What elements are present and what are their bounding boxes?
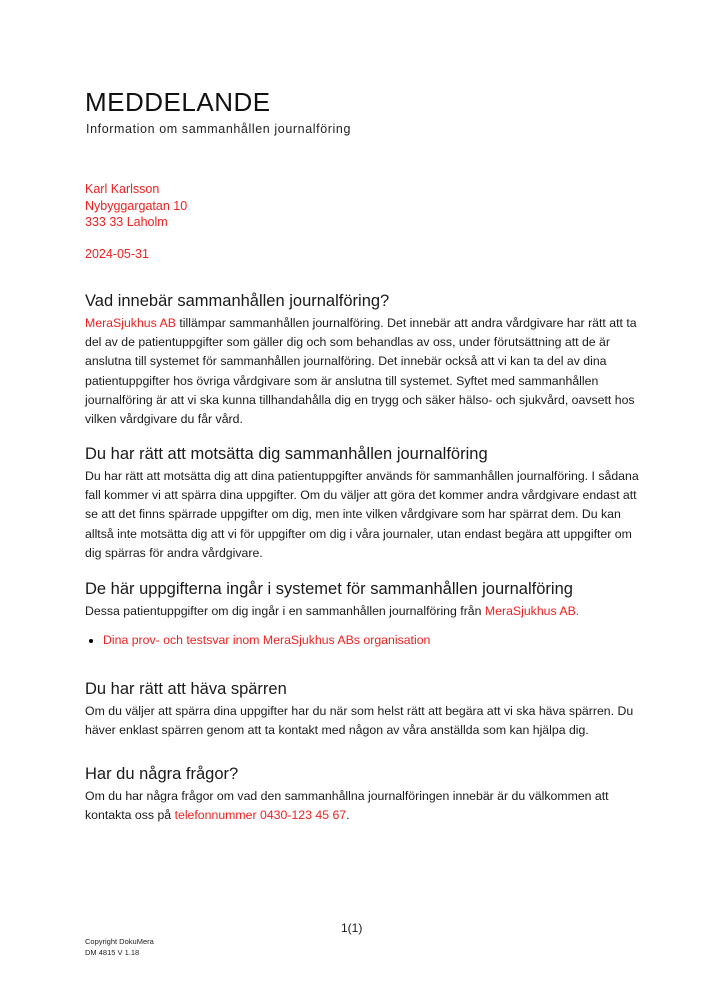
- version-text: DM 4815 V 1.18: [85, 947, 140, 957]
- section-heading: Vad innebär sammanhållen journalföring?: [85, 292, 390, 310]
- section-heading: De här uppgifterna ingår i systemet för sammanhållen journalföring: [85, 580, 573, 598]
- phone-number: telefonnummer 0430-123 45 67: [174, 808, 347, 823]
- letter-date: 2024-05-31: [85, 247, 149, 261]
- section-questions: [85, 763, 645, 825]
- recipient-address: [85, 181, 187, 231]
- section-body: Du har rätt att motsätta dig att dina patientuppgifter används för sammanhållen journalföring. I sådana fall kommer vi att spärra dina uppgifter. Om du väljer att göra det kommer andra vårdgivare endast att se att det finns spärrade uppgifter om dig, men inte vilken vårdgivare som har spärrat dem. Du kan alltså inte motsätta dig att vi för uppgifter om dig i våra journaler, utan endast begära att uppgifter om dig spärras för andra vårdgivare.: [85, 469, 639, 560]
- recipient-name: Karl Karlsson: [85, 182, 160, 196]
- section-heading: Du har rätt att motsätta dig sammanhållen journalföring: [85, 445, 488, 463]
- page-subtitle: Information om sammanhållen journalföring: [86, 122, 351, 136]
- section-object: [85, 443, 645, 563]
- page-title: MEDDELANDE: [85, 87, 271, 117]
- included-data-list: [85, 631, 645, 649]
- section-heading: Du har rätt att häva spärren: [85, 680, 287, 698]
- org-name: MeraSjukhus AB: [85, 316, 176, 330]
- list-item: • Dina prov- och testsvar inom MeraSjukhus ABs organisation: [103, 631, 645, 649]
- copyright-text: Copyright DokuMera: [85, 937, 154, 946]
- section-heading: Har du några frågor?: [85, 765, 239, 783]
- section-included-data: [85, 578, 645, 649]
- footer: [85, 937, 154, 958]
- section-what-is: [85, 290, 645, 429]
- org-name: MeraSjukhus AB.: [484, 604, 580, 618]
- recipient-postal: 333 33 Laholm: [85, 215, 168, 229]
- section-lift-block: [85, 678, 645, 740]
- section-body: Om du har några frågor om vad den sammanhållna journalföringen innebär är du välkommen att kontakta oss på telefonnummer 0430-123 45 67.: [85, 789, 609, 823]
- section-body: Om du väljer att spärra dina uppgifter har du när som helst rätt att begära att vi ska häva spärren. Du häver enklast spärren genom att ta kontakt med någon av våra anställda som kan hjälpa dig.: [85, 704, 634, 738]
- recipient-street: Nybyggargatan 10: [85, 198, 188, 213]
- page-number: 1(1): [341, 921, 363, 935]
- section-body: MeraSjukhus AB tillämpar sammanhållen journalföring. Det innebär att andra vårdgivare har rätt att ta del av de patientuppgifter som gäller dig och som behandlas av oss, under förutsättning att de är anslutna till systemet för sammanhållen journalföring. Det innebär också att vi kan ta del av dina patientuppgifter hos övriga vårdgivare som är anslutna till systemet. Syftet med sammanhållen journalföring är att vi ska kunna tillhandahålla dig en trygg och säker hälso- och sjukvård, oavsett hos vilken vårdgivare du får vård.: [85, 316, 637, 427]
- section-body: Dessa patientuppgifter om dig ingår i en sammanhållen journalföring från MeraSjukhus AB.: [85, 604, 580, 618]
